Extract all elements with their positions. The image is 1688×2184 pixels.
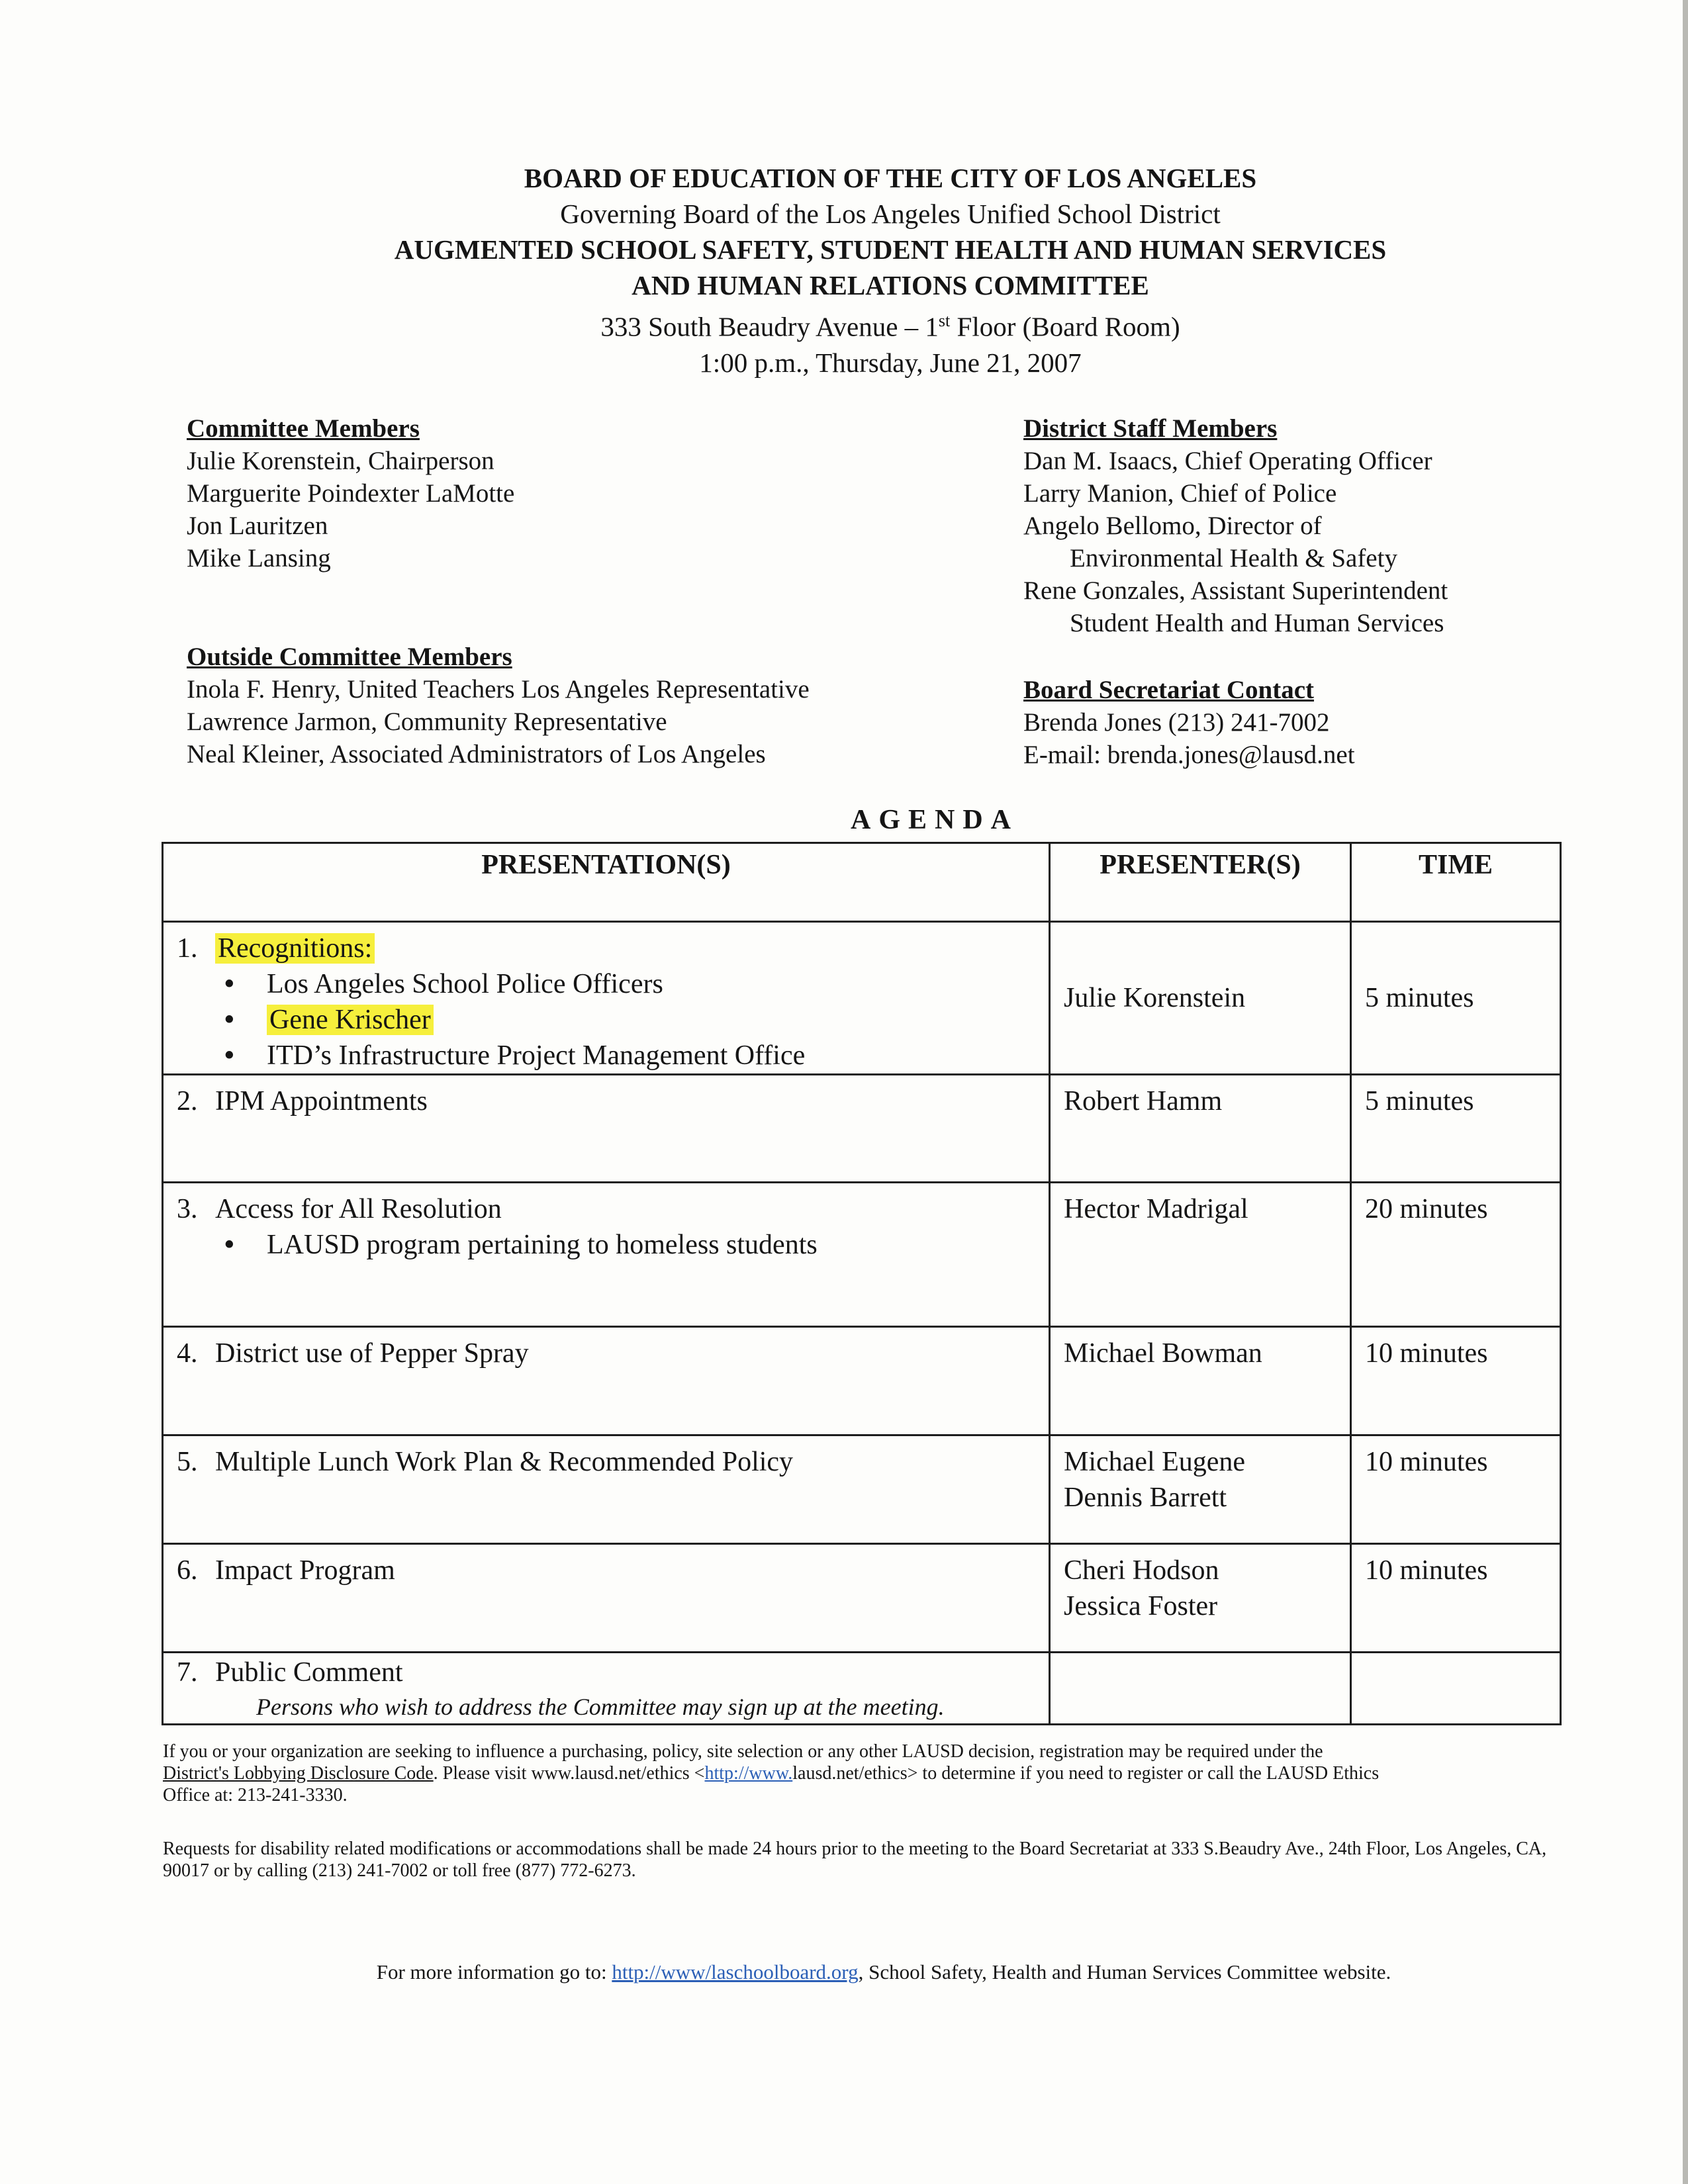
time-cell: 20 minutes (1351, 1183, 1561, 1327)
time-cell: 10 minutes (1351, 1544, 1561, 1653)
time-cell: 5 minutes (1351, 922, 1561, 1075)
staff-line: Larry Manion, Chief of Police (1023, 479, 1337, 508)
agenda-row (163, 1327, 1561, 1435)
presentation-cell: 6. Impact Program (163, 1544, 1050, 1653)
presentation-cell: 2. IPM Appointments (163, 1075, 1050, 1183)
item-title: Access for All Resolution (215, 1194, 502, 1224)
time-cell (1351, 1653, 1561, 1725)
agenda-row (163, 1075, 1561, 1183)
secretariat-phone: Brenda Jones (213) 241-7002 (1023, 708, 1330, 737)
board-subtitle: Governing Board of the Los Angeles Unified School District (560, 199, 1221, 229)
presentation-cell: 3. Access for All Resolution • LAUSD program pertaining to homeless students (163, 1183, 1050, 1327)
agenda-header-row (163, 843, 1561, 922)
committee-members-heading: Committee Members (187, 414, 420, 443)
more-info-line: For more information go to: http://www/laschoolboard.org, School Safety, Health and Human Services Committee website. (376, 1960, 1391, 1983)
document-header (0, 160, 1688, 381)
committee-title-1: AUGMENTED SCHOOL SAFETY, STUDENT HEALTH AND HUMAN SERVICES (394, 234, 1387, 265)
bullet-icon: • (224, 969, 234, 999)
agenda-row (163, 922, 1561, 1075)
staff-line: Student Health and Human Services (1070, 609, 1444, 637)
staff-line: Dan M. Isaacs, Chief Operating Officer (1023, 447, 1432, 475)
outside-member: Lawrence Jarmon, Community Representative (187, 707, 667, 736)
bullet-icon: • (224, 1040, 234, 1071)
committee-title-2: AND HUMAN RELATIONS COMMITTEE (632, 270, 1149, 300)
sub-item: • Los Angeles School Police Officers (164, 966, 1049, 1002)
committee-member: Mike Lansing (187, 544, 331, 572)
committee-members-block (187, 412, 514, 574)
time-cell: 10 minutes (1351, 1435, 1561, 1544)
presentation-cell: 7. Public Comment Persons who wish to address the Committee may sign up at the meeting. (163, 1653, 1050, 1725)
presentation-cell: 4. District use of Pepper Spray (163, 1327, 1050, 1435)
outside-members-block (187, 641, 810, 770)
sub-item: • LAUSD program pertaining to homeless students (164, 1227, 1049, 1263)
presenter-cell (1050, 1653, 1351, 1725)
staff-line: Rene Gonzales, Assistant Superintendent (1023, 576, 1448, 605)
meeting-datetime: 1:00 p.m., Thursday, June 21, 2007 (699, 347, 1082, 378)
col-header-time: TIME (1351, 843, 1561, 922)
agenda-table (162, 842, 1562, 1725)
committee-member: Marguerite Poindexter LaMotte (187, 479, 515, 508)
time-cell: 10 minutes (1351, 1327, 1561, 1435)
agenda-row (163, 1435, 1561, 1544)
item-title: IPM Appointments (215, 1086, 428, 1116)
lobbying-notice: If you or your organization are seeking to influence a purchasing, policy, site selection or any other LAUSD decision, registration may be required under the District's Lobbying Disclosure Code. Please visit www.lausd.net/ethics <http://www.lausd.net/ethics> to determine if you need to register or call the LAUSD Ethics Office at: 213-241-3330. (163, 1741, 1380, 1805)
presenter-cell: Cheri Hodson Jessica Foster (1050, 1544, 1351, 1653)
secretariat-heading: Board Secretariat Contact (1023, 676, 1314, 704)
committee-member: Jon Lauritzen (187, 512, 328, 540)
secretariat-email: E-mail: brenda.jones@lausd.net (1023, 741, 1355, 769)
item-title: Public Comment (215, 1657, 403, 1688)
meeting-address: 333 South Beaudry Avenue – 1st Floor (Board Room) (600, 311, 1180, 342)
sub-item: • Gene Krischer (164, 1002, 1049, 1038)
presentation-cell: 1. Recognitions: • Los Angeles School Police Officers • Gene Krischer • ITD’s Infrastructure Project Management Office (163, 922, 1050, 1075)
sub-item: • ITD’s Infrastructure Project Management Office (164, 1038, 1049, 1073)
ethics-link[interactable]: http://www. (704, 1763, 793, 1784)
bullet-icon: • (224, 1230, 234, 1260)
bullet-icon: • (224, 1005, 234, 1035)
district-staff-heading: District Staff Members (1023, 414, 1278, 443)
presenter-cell: Michael Eugene Dennis Barrett (1050, 1435, 1351, 1544)
item-title: Recognitions: (215, 933, 375, 964)
district-staff-block (1023, 412, 1448, 639)
disability-notice: Requests for disability related modifications or accommodations shall be made 24 hours prior to the meeting to the Board Secretariat at 333 S.Beaudry Ave., 24th Floor, Los Angeles, CA, 90017 or by calling (213) 241-7002 or toll free (877) 772-6273. (163, 1839, 1547, 1881)
committee-member: Julie Korenstein, Chairperson (187, 447, 494, 475)
outside-members-heading: Outside Committee Members (187, 643, 512, 671)
outside-member: Neal Kleiner, Associated Administrators of Los Angeles (187, 740, 766, 768)
presenter-cell: Robert Hamm (1050, 1075, 1351, 1183)
agenda-row (163, 1653, 1561, 1725)
staff-line: Environmental Health & Safety (1070, 544, 1397, 572)
item-title: Impact Program (215, 1555, 395, 1586)
lobbying-code-link[interactable]: District's Lobbying Disclosure Code (163, 1763, 434, 1784)
col-header-presentations: PRESENTATION(S) (163, 843, 1050, 922)
presenter-cell: Julie Korenstein (1050, 922, 1351, 1075)
col-header-presenters: PRESENTER(S) (1050, 843, 1351, 922)
item-note: Persons who wish to address the Committee may sign up at the meeting. (256, 1694, 945, 1720)
item-title: District use of Pepper Spray (215, 1338, 529, 1369)
laschoolboard-link[interactable]: http://www/laschoolboard.org (612, 1960, 859, 1983)
board-title: BOARD OF EDUCATION OF THE CITY OF LOS ANGELES (524, 163, 1257, 193)
staff-line: Angelo Bellomo, Director of (1023, 512, 1322, 540)
time-cell: 5 minutes (1351, 1075, 1561, 1183)
agenda-row (163, 1183, 1561, 1327)
agenda-title: AGENDA (851, 805, 1019, 835)
presenter-cell: Hector Madrigal (1050, 1183, 1351, 1327)
outside-member: Inola F. Henry, United Teachers Los Angeles Representative (187, 675, 810, 704)
presenter-cell: Michael Bowman (1050, 1327, 1351, 1435)
item-title: Multiple Lunch Work Plan & Recommended Policy (215, 1447, 794, 1477)
presentation-cell: 5. Multiple Lunch Work Plan & Recommended Policy (163, 1435, 1050, 1544)
agenda-row (163, 1544, 1561, 1653)
secretariat-block (1023, 674, 1355, 771)
